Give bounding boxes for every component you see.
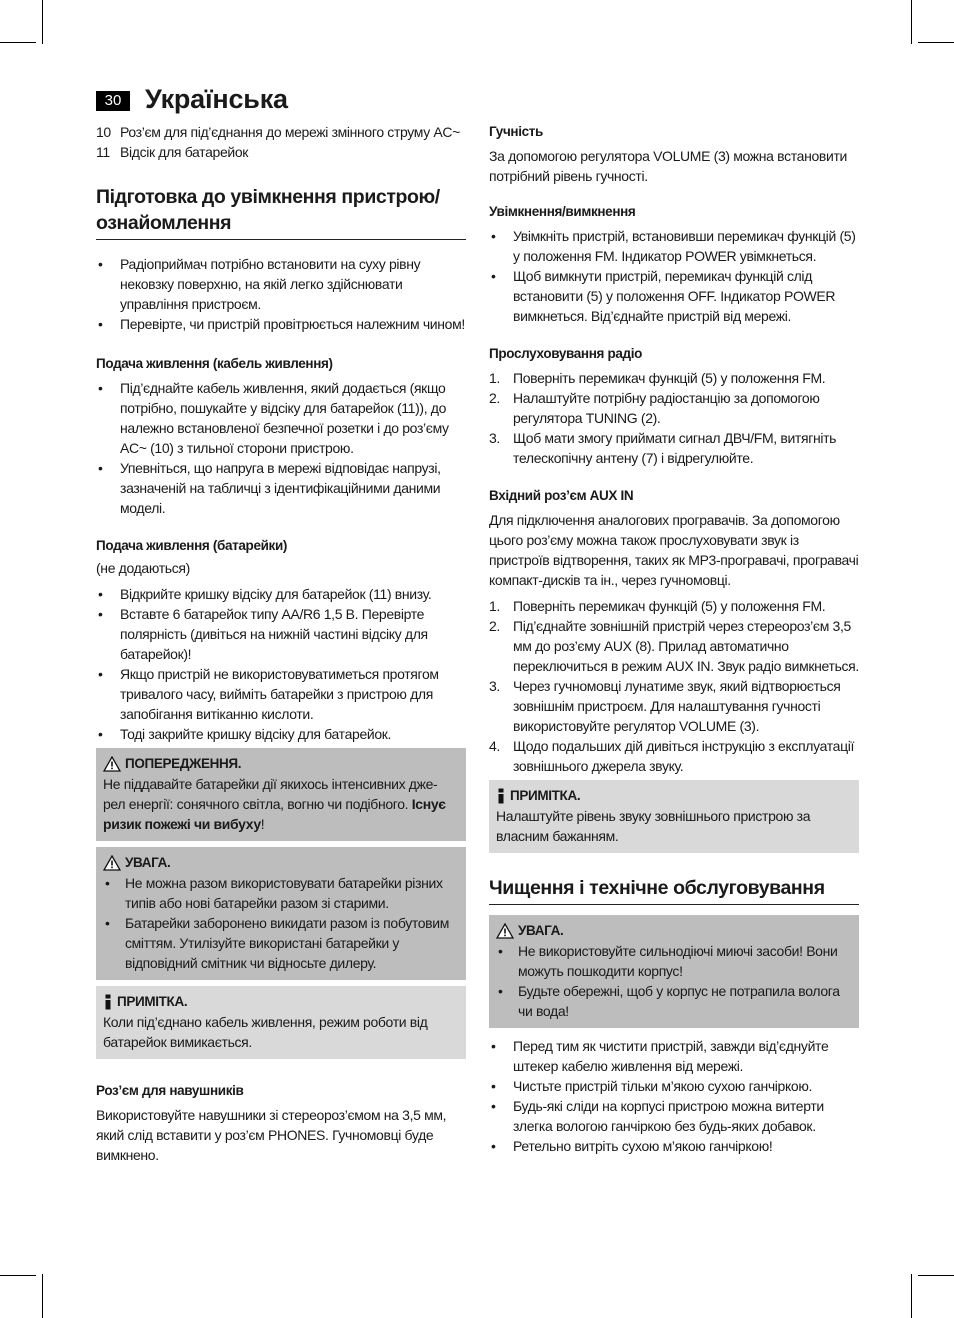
subheading-volume: Гучність: [489, 124, 544, 139]
list-item: • Вставте 6 батарейок типу AA/R6 1,5 В. Перевірте полярність (дивіться на нижній частині відсіку для батарейок)!: [96, 604, 466, 664]
subheading-power-cable: Подача живлення (кабель живлення): [96, 356, 333, 371]
caution-list: [496, 941, 852, 1021]
list-item: [489, 428, 859, 468]
step-number: 1.: [489, 598, 500, 614]
step-number: 2.: [489, 390, 500, 406]
list-item: [489, 388, 859, 428]
caution-title-text: УВАГА.: [125, 855, 171, 870]
page-title: Українська: [145, 84, 288, 114]
caution-list: [103, 873, 459, 973]
list-item: • Увімкніть пристрій, встановивши перемикач функцій (5) у положення FM. Індикатор POWER увімкнеться.: [489, 226, 859, 266]
page-number: 30: [96, 91, 130, 111]
item-number: 11: [96, 144, 110, 160]
note-box: [489, 780, 859, 853]
warning-title: [103, 754, 459, 774]
warning-text-main: Не піддавайте батарейки дії якихось інтенсивних дже-рел енергії: сонячного світла, вогню чи подібного.: [103, 776, 438, 812]
list-item: [489, 616, 859, 676]
step-text: Щоб мати змогу приймати сигнал ДВЧ/FM, витягніть телескопічну антену (7) і відрегулюйте.: [513, 430, 837, 466]
step-number: 3.: [489, 430, 500, 446]
cleaning-list: [489, 1036, 859, 1156]
caution-box: [96, 847, 466, 980]
crop-mark: [918, 42, 954, 43]
item-number: 10: [96, 124, 111, 140]
note-title: [496, 786, 852, 806]
crop-mark: [0, 1275, 36, 1276]
warning-text-end: !: [260, 816, 265, 832]
note-title: [103, 992, 459, 1012]
list-item: • Перевірте, чи пристрій провітрюється належним чином!: [96, 314, 466, 334]
crop-mark: [918, 1275, 954, 1276]
step-text: Під’єднайте зовнішній пристрій через стереороз’єм 3,5 мм до роз’єму AUX (8). Прилад автоматично переключиться в режим AUX IN. Звук радіо вимкнеться.: [513, 618, 859, 674]
right-column: [489, 122, 859, 1156]
step-number: 1.: [489, 370, 500, 386]
warning-triangle-icon: [103, 855, 121, 871]
warning-triangle-icon: [103, 756, 121, 772]
list-item: • Відкрийте кришку відсіку для батарейок (11) внизу.: [96, 584, 466, 604]
step-number: 3.: [489, 678, 500, 694]
crop-mark: [911, 1274, 912, 1318]
list-item: • Ретельно витріть сухою м’якою ганчіркою!: [489, 1136, 859, 1156]
warning-text-emphasis: Існує ризик пожежі чи вибуху: [103, 796, 446, 832]
note-box: [96, 986, 466, 1059]
list-item: • Будьте обережні, щоб у корпус не потрапила волога чи вода!: [496, 981, 852, 1021]
batteries-note: (не додаються): [96, 560, 190, 576]
note-text: Налаштуйте рівень звуку зовнішнього пристрою за власним бажанням.: [496, 808, 811, 844]
caution-title: [496, 921, 852, 941]
step-text: Поверніть перемикач функцій (5) у положення FM.: [513, 598, 826, 614]
item-text: Роз’єм для під’єднання до мережі змінного струму AC~: [120, 124, 460, 140]
crop-mark: [0, 42, 36, 43]
note-text: Коли під’єднано кабель живлення, режим роботи від батарейок вимикається.: [103, 1014, 428, 1050]
subheading-power-batteries: Подача живлення (батарейки): [96, 538, 288, 553]
caution-title: [103, 853, 459, 873]
item-text: Відсік для батарейок: [120, 144, 249, 160]
warning-box: [96, 748, 466, 841]
list-item: • Упевніться, що напруга в мережі відповідає напрузі, зазначеній на табличці з ідентифікаційними даними моделі.: [96, 458, 466, 518]
warning-title-text: ПОПЕРЕДЖЕННЯ.: [125, 756, 242, 771]
list-item: [96, 122, 466, 142]
subheading-radio: Прослуховування радіо: [489, 346, 643, 361]
warning-triangle-icon: [496, 923, 514, 939]
warning-text: [103, 774, 459, 834]
step-text: Щодо подальших дій дивіться інструкцію з експлуатації зовнішнього джерела звуку.: [513, 738, 855, 774]
step-number: 4.: [489, 738, 500, 754]
note-title-text: ПРИМІТКА.: [510, 788, 581, 803]
parts-list: [96, 122, 466, 162]
list-item: • Під’єднайте кабель живлення, який додається (якщо потрібно, пошукайте у відсіку для батарейок (11)), до належно встановленої безпечної розетки і до роз’єму AC~ (10) з тильної сторони пристрою.: [96, 378, 466, 458]
batteries-list: [96, 584, 466, 744]
left-column: [96, 122, 466, 1165]
volume-text: За допомогою регулятора VOLUME (3) можна встановити потрібний рівень гучності.: [489, 148, 847, 184]
power-cable-list: [96, 378, 466, 518]
list-item: • Чистьте пристрій тільки м’якою сухою ганчіркою.: [489, 1076, 859, 1096]
crop-mark: [911, 0, 912, 44]
info-icon: [496, 788, 506, 804]
list-item: [96, 142, 466, 162]
step-text: Налаштуйте потрібну радіостанцію за допомогою регулятора TUNING (2).: [513, 390, 820, 426]
list-item: • Перед тим як чистити пристрій, завжди від’єднуйте штекер кабелю живлення від мережі.: [489, 1036, 859, 1076]
list-item: • Тоді закрийте кришку відсіку для батарейок.: [96, 724, 466, 744]
headphones-text: Використовуйте навушники зі стереороз’ємом на 3,5 мм, який слід вставити у роз’єм PHONES. Гучномовці буде вимкнено.: [96, 1107, 447, 1163]
section-heading-cleaning: Чищення і технічне обслуговування: [489, 875, 859, 905]
step-text: Поверніть перемикач функцій (5) у положення FM.: [513, 370, 826, 386]
caution-title-text: УВАГА.: [518, 923, 564, 938]
aux-steps: [489, 596, 859, 776]
crop-mark: [42, 1274, 43, 1318]
list-item: [489, 368, 859, 388]
list-item: [489, 736, 859, 776]
list-item: • Радіоприймач потрібно встановити на суху рівну нековзку поверхню, на якій легко здійснювати управління пристроєм.: [96, 254, 466, 314]
subheading-headphones: Роз’єм для навушників: [96, 1083, 244, 1098]
list-item: • Батарейки заборонено викидати разом із побутовим сміттям. Утилізуйте використані батарейки у відповідний смітник чи відносьте дилеру.: [103, 913, 459, 973]
radio-steps: [489, 368, 859, 468]
section-heading-preparation: Підготовка до увімкнення пристрою/ ознайомлення: [96, 184, 466, 240]
list-item: • Будь-які сліди на корпусі пристрою можна витерти злегка вологою ганчіркою без будь-яких добавок.: [489, 1096, 859, 1136]
step-number: 2.: [489, 618, 500, 634]
caution-box: [489, 915, 859, 1028]
aux-text: Для підключення аналогових програвачів. За допомогою цього роз’єму можна також прослуховувати звук із пристроїв відтворення, таких як MP3-програвачі, програвачі компакт-дисків та ін., через гучномовці.: [489, 512, 859, 588]
list-item: • Якщо пристрій не використовуватиметься протягом тривалого часу, вийміть батарейки з пристрою для запобігання витіканню кислоти.: [96, 664, 466, 724]
list-item: [489, 676, 859, 736]
step-text: Через гучномовці лунатиме звук, який відтворюється зовнішнім пристроєм. Для налаштування гучності використовуйте регулятор VOLUME (3).: [513, 678, 841, 734]
list-item: • Щоб вимкнути пристрій, перемикач функцій слід встановити (5) у положення OFF. Індикатор POWER вимкнеться. Від’єднайте пристрій від мережі.: [489, 266, 859, 326]
subheading-on-off: Увімкнення/вимкнення: [489, 204, 636, 219]
on-off-list: [489, 226, 859, 326]
info-icon: [103, 994, 113, 1010]
note-title-text: ПРИМІТКА.: [117, 994, 188, 1009]
list-item: • Не використовуйте сильнодіючі миючі засоби! Вони можуть пошкодити корпус!: [496, 941, 852, 981]
list-item: [489, 596, 859, 616]
list-item: • Не можна разом використовувати батарейки різних типів або нові батарейки разом зі старими.: [103, 873, 459, 913]
preparation-list: [96, 254, 466, 334]
crop-mark: [42, 0, 43, 44]
subheading-aux-in: Вхідний роз’єм AUX IN: [489, 488, 634, 503]
